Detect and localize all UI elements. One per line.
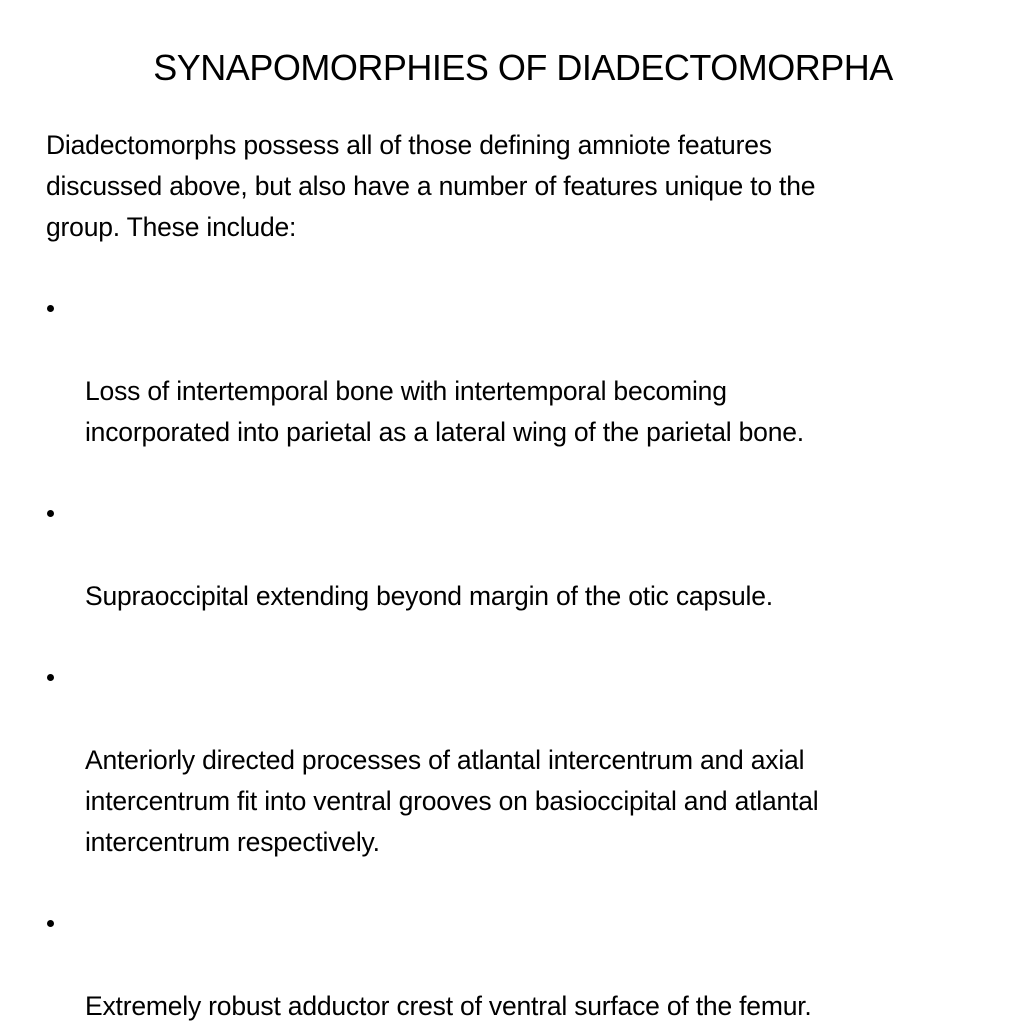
- slide-title: SYNAPOMORPHIES OF DIADECTOMORPHA: [153, 47, 893, 88]
- bullet-text: Extremely robust adductor crest of ventral surface of the femur.: [85, 991, 812, 1021]
- bullet-list: [46, 289, 996, 1027]
- bullet-item: [46, 904, 996, 1027]
- bullet-text: Anteriorly directed processes of atlantal intercentrum and axial intercentrum fit into ventral grooves on basioccipital and atlantal intercentrum respectively.: [85, 745, 819, 857]
- intro-paragraph: Diadectomorphs possess all of those defining amniote features discussed above, but also have a number of features unique to the group. These include:: [46, 130, 816, 242]
- bullet-item: [46, 658, 996, 863]
- slide-body: [46, 125, 996, 1027]
- bullet-text: Supraoccipital extending beyond margin of the otic capsule.: [85, 581, 773, 611]
- bullet-text: Loss of intertemporal bone with intertemporal becoming incorporated into parietal as a lateral wing of the parietal bone.: [85, 376, 804, 447]
- bullet-item: [46, 494, 996, 617]
- bullet-item: [46, 289, 996, 453]
